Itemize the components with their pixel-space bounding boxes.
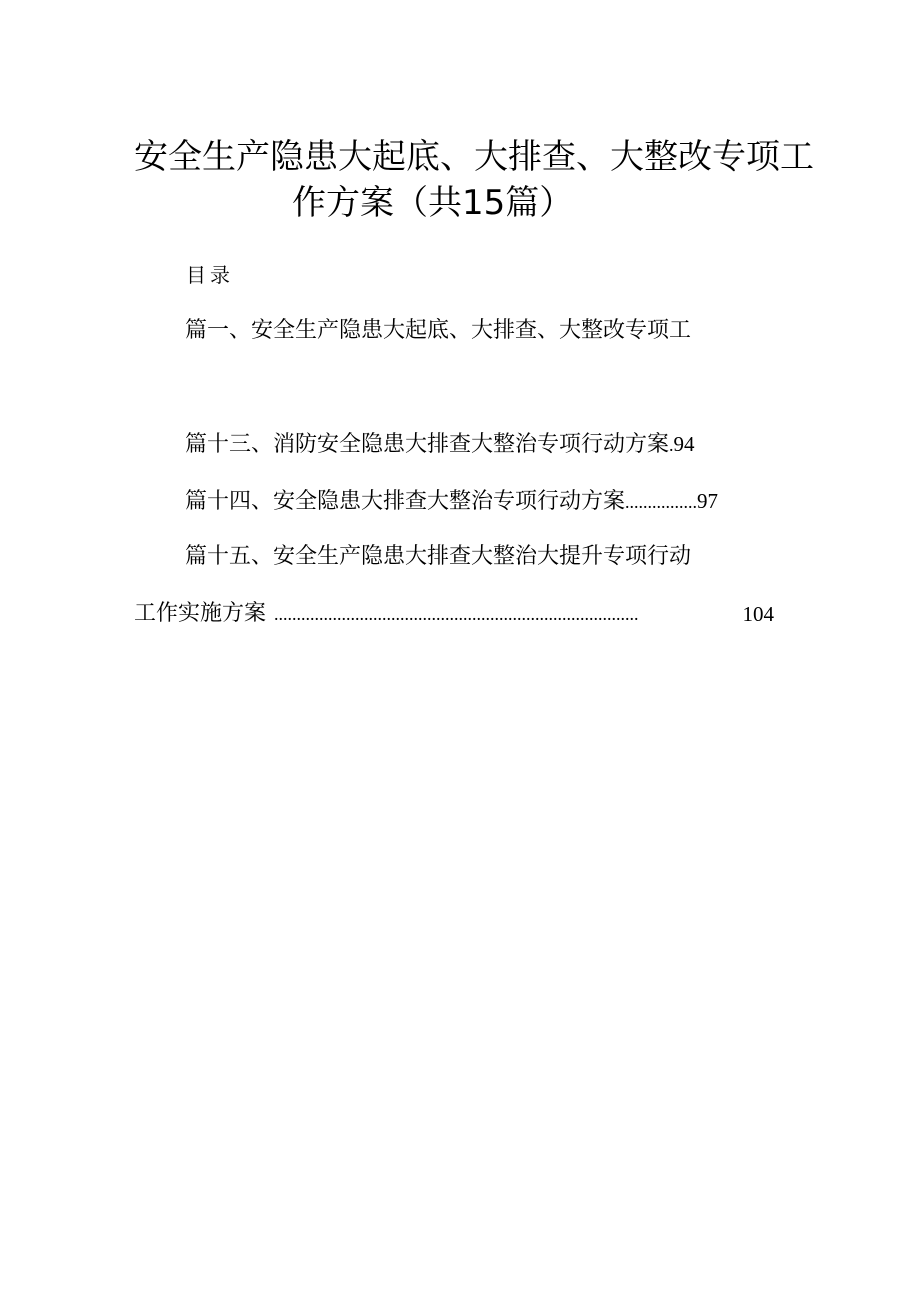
document-title-line-2: 作方案（共15篇） (292, 183, 574, 223)
toc-entry-15-continuation[interactable] (134, 600, 774, 628)
toc-entry-text: 篇十四、安全隐患大排查大整治专项行动方案 (185, 489, 626, 514)
toc-page-number: 104 (742, 602, 774, 626)
toc-leader-dots: . (669, 435, 674, 455)
toc-entry-14[interactable] (185, 487, 718, 516)
toc-page-number: 94 (673, 432, 695, 456)
toc-page-number: 97 (697, 489, 719, 513)
toc-entry-text: 篇一、安全生产隐患大起底、大排查、大整改专项工 (185, 318, 692, 343)
toc-entry-15[interactable] (185, 543, 691, 571)
toc-entry-text: 工作实施方案 (134, 601, 267, 626)
toc-entry-13[interactable] (185, 430, 695, 459)
document-title-line-1: 安全生产隐患大起底、大排查、大整改专项工 (134, 137, 814, 177)
toc-leader-dots: ................ (625, 492, 698, 512)
toc-entry-1[interactable] (185, 317, 691, 345)
toc-heading: 目录 (186, 263, 234, 287)
toc-entry-text: 篇十三、消防安全隐患大排查大整治专项行动方案 (185, 432, 670, 457)
toc-entry-text: 篇十五、安全生产隐患大排查大整治大提升专项行动 (185, 544, 692, 569)
toc-leader-dots: ................................................................................. (274, 604, 639, 624)
